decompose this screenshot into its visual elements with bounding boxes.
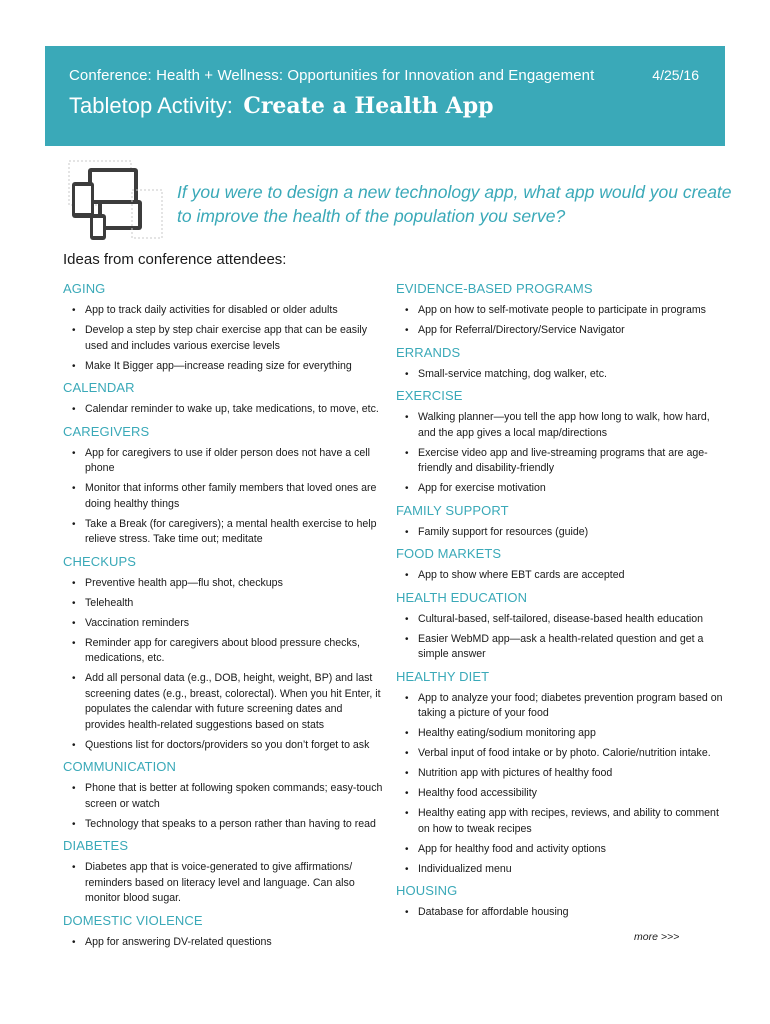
category-title: CALENDAR <box>63 380 135 395</box>
idea-item: • App to track daily activities for disabled or older adults <box>63 303 383 319</box>
category-diabetes <box>63 838 383 907</box>
idea-list <box>63 935 383 951</box>
category-title: EXERCISE <box>396 388 463 403</box>
idea-list <box>396 303 726 339</box>
idea-item: • Verbal input of food intake or by photo. Calorie/nutrition intake. <box>396 746 726 762</box>
idea-item: • Technology that speaks to a person rather than having to read <box>63 817 383 833</box>
idea-list <box>396 612 726 663</box>
idea-list <box>396 367 726 383</box>
idea-item: • App for caregivers to use if older person does not have a cell phone <box>63 446 383 477</box>
idea-item: • Phone that is better at following spoken commands; easy-touch screen or watch <box>63 781 383 812</box>
category-title: DOMESTIC VIOLENCE <box>63 912 203 928</box>
idea-item: • Cultural-based, self-tailored, disease-based health education <box>396 612 726 628</box>
category-errands <box>396 345 726 383</box>
idea-item: • Develop a step by step chair exercise app that can be easily used and includes various exercise levels <box>63 323 383 354</box>
idea-item: • Telehealth <box>63 596 383 612</box>
category-title: DIABETES <box>63 838 129 853</box>
idea-item: • Nutrition app with pictures of healthy food <box>396 766 726 782</box>
idea-item: • Family support for resources (guide) <box>396 525 726 541</box>
idea-item: • App for exercise motivation <box>396 481 726 497</box>
idea-list <box>63 860 383 907</box>
idea-item: • Healthy food accessibility <box>396 786 726 802</box>
idea-item: • Exercise video app and live-streaming programs that are age-friendly and disability-friendly <box>396 446 726 477</box>
category-aging <box>63 281 383 374</box>
category-family-support <box>396 503 726 541</box>
idea-item: • Vaccination reminders <box>63 616 383 632</box>
idea-item: • App for answering DV-related questions <box>63 935 383 951</box>
idea-item: • App to show where EBT cards are accepted <box>396 568 726 584</box>
category-title: FAMILY SUPPORT <box>396 502 509 518</box>
idea-item: • Add all personal data (e.g., DOB, height, weight, BP) and last screening dates (e.g., breast, colorectal). When you hit Enter, it populates the calendar with future screening dates and provides health-related suggestions based on stats <box>63 671 383 733</box>
idea-list <box>63 446 383 548</box>
idea-item: • Take a Break (for caregivers); a mental health exercise to help relieve stress. Take time out; meditate <box>63 517 383 548</box>
idea-item: • Small-service matching, dog walker, etc. <box>396 367 726 383</box>
idea-item: • App for healthy food and activity options <box>396 842 726 858</box>
idea-list <box>396 525 726 541</box>
title-prefix: Tabletop Activity: <box>69 93 233 118</box>
idea-item: • Diabetes app that is voice-generated to give affirmations/ reminders based on literacy level and language. Can also monitor blood sugar. <box>63 860 383 907</box>
category-title: CAREGIVERS <box>63 423 150 439</box>
category-caregivers <box>63 424 383 548</box>
idea-item: • Calendar reminder to wake up, take medications, to move, etc. <box>63 402 383 418</box>
category-title: FOOD MARKETS <box>396 546 502 561</box>
ideas-heading: Ideas from conference attendees: <box>63 251 287 268</box>
left-column <box>63 281 383 956</box>
category-domestic-violence <box>63 913 383 951</box>
idea-item: • Reminder app for caregivers about blood pressure checks, medications, etc. <box>63 636 383 667</box>
idea-item: • Individualized menu <box>396 862 726 878</box>
idea-item: • Make It Bigger app—increase reading size for everything <box>63 359 383 375</box>
category-title: HEALTH EDUCATION <box>396 589 528 605</box>
right-column <box>396 281 726 927</box>
idea-list <box>396 568 726 584</box>
category-title: AGING <box>63 281 106 296</box>
category-calendar <box>63 380 383 418</box>
idea-item: • Healthy eating app with recipes, reviews, and ability to comment on how to tweak recipes <box>396 806 726 837</box>
category-housing <box>396 883 726 921</box>
idea-item: • App on how to self-motivate people to participate in programs <box>396 303 726 319</box>
category-exercise <box>396 388 726 497</box>
idea-list <box>63 402 383 418</box>
idea-item: • Preventive health app—flu shot, checkups <box>63 576 383 592</box>
prompt-question: If you were to design a new technology app, what app would you create to improve the health of the population you serve? <box>177 182 732 226</box>
idea-item: • Healthy eating/sodium monitoring app <box>396 726 726 742</box>
category-title: CHECKUPS <box>63 553 137 569</box>
category-communication <box>63 759 383 832</box>
category-title: HOUSING <box>396 883 458 898</box>
idea-list <box>396 410 726 497</box>
idea-item: • Database for affordable housing <box>396 905 726 921</box>
idea-item: • App for Referral/Directory/Service Navigator <box>396 323 726 339</box>
header-banner <box>45 46 725 146</box>
idea-item: • App to analyze your food; diabetes prevention program based on taking a picture of your food <box>396 691 726 722</box>
category-checkups <box>63 554 383 754</box>
idea-list <box>63 303 383 374</box>
category-food-markets <box>396 546 726 584</box>
date-label: 4/25/16 <box>652 67 699 83</box>
idea-list <box>396 905 726 921</box>
idea-item: • Walking planner—you tell the app how long to walk, how hard, and the app gives a local map/directions <box>396 410 726 441</box>
conference-title: Conference: Health + Wellness: Opportunities for Innovation and Engagement <box>69 67 595 84</box>
idea-item: • Easier WebMD app—ask a health-related question and get a simple answer <box>396 632 726 663</box>
category-health-education <box>396 590 726 663</box>
category-evidence-based-programs <box>396 281 726 339</box>
idea-list <box>396 691 726 878</box>
idea-list <box>63 781 383 832</box>
page-title <box>69 93 493 119</box>
title-main: Create a Health App <box>243 93 494 119</box>
category-title: HEALTHY DIET <box>396 668 490 684</box>
category-title: EVIDENCE-BASED PROGRAMS <box>396 281 593 296</box>
idea-list <box>63 576 383 754</box>
category-healthy-diet <box>396 669 726 878</box>
idea-item: • Monitor that informs other family members that loved ones are doing healthy things <box>63 481 383 512</box>
category-title: ERRANDS <box>396 344 461 360</box>
idea-item: • Questions list for doctors/providers so you don’t forget to ask <box>63 738 383 754</box>
more-link: more >>> <box>634 931 680 943</box>
category-title: COMMUNICATION <box>63 759 176 774</box>
devices-icon <box>68 160 166 246</box>
